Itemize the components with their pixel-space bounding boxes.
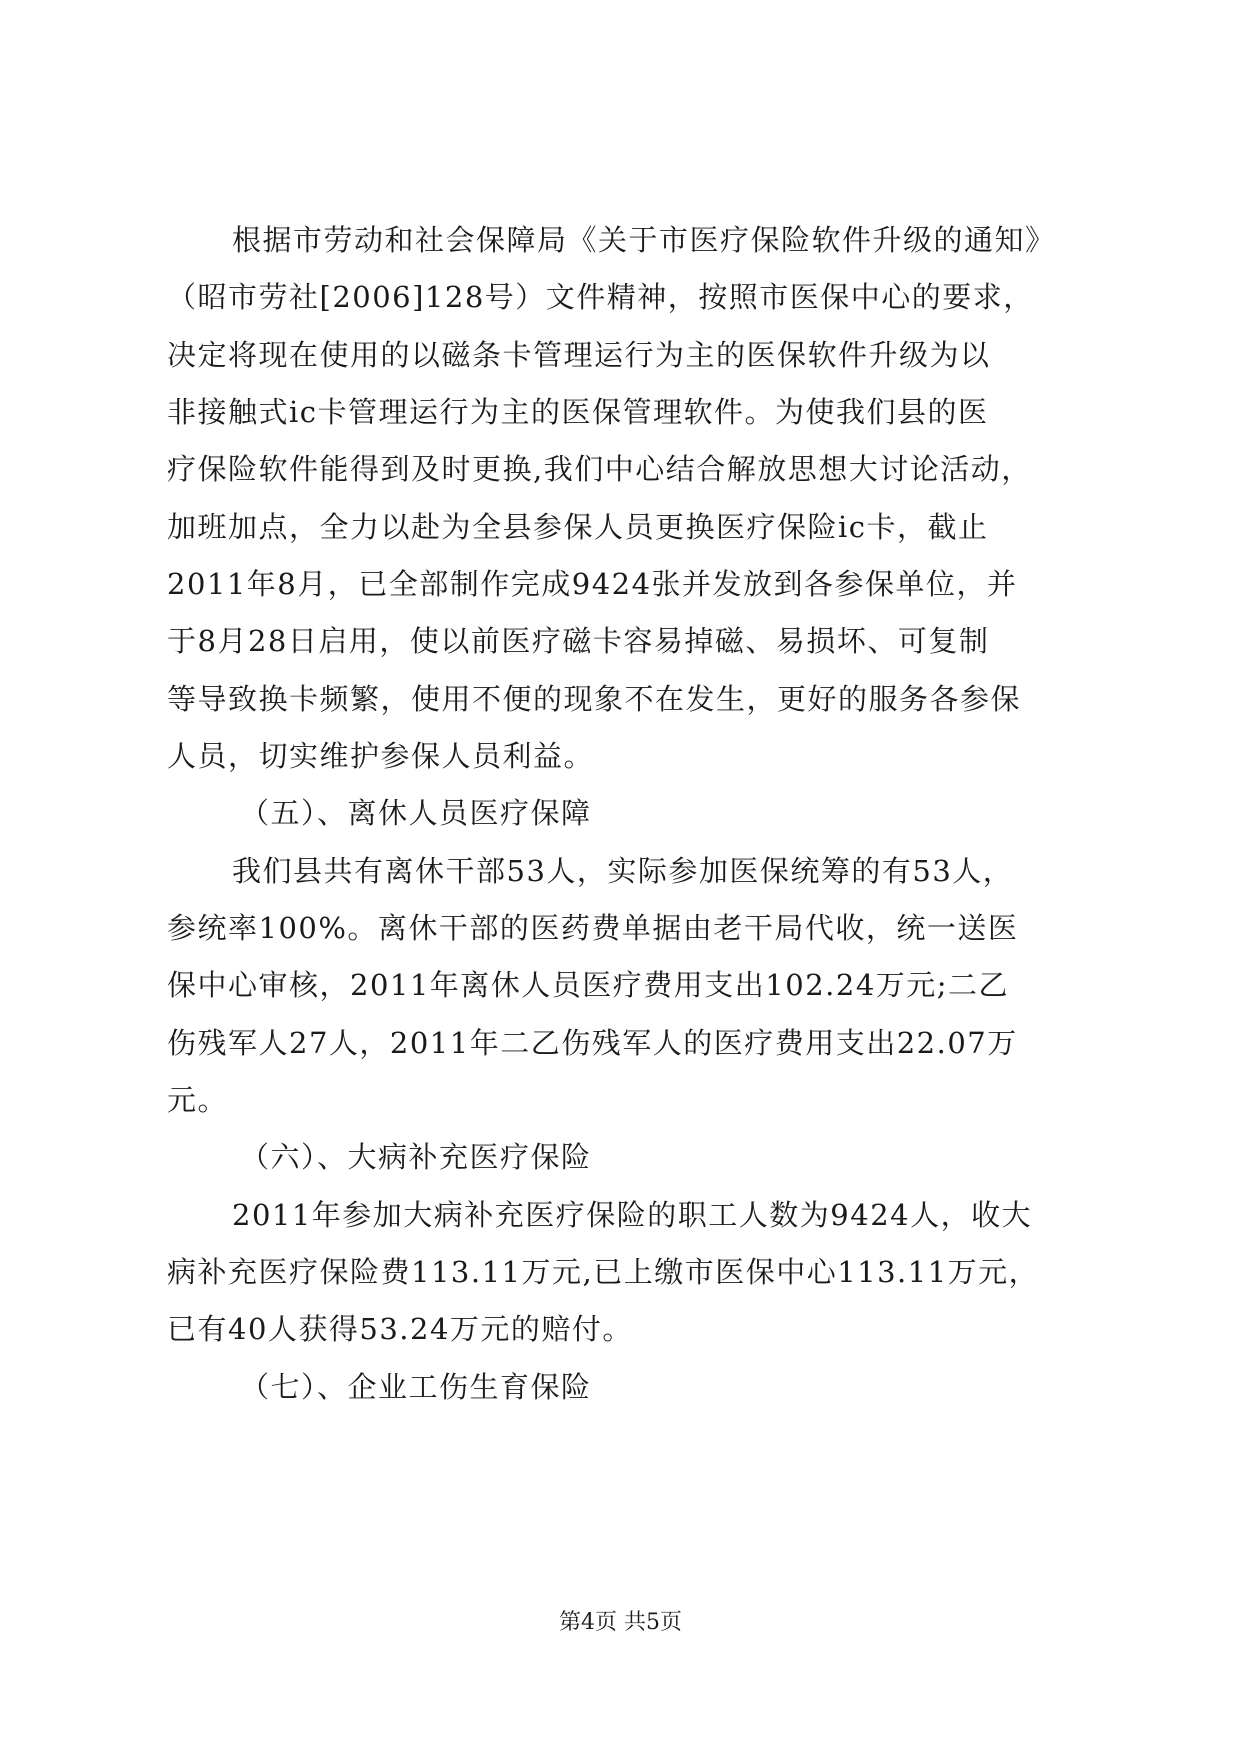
paragraph-line: 疗保险软件能得到及时更换,我们中心结合解放思想大讨论活动， [167,452,1032,486]
paragraph-line: （昭市劳社[2006]128号）文件精神，按照市医保中心的要求， [167,280,1034,314]
paragraph-line: 我们县共有离休干部53人，实际参加医保统筹的有53人， [232,854,1014,888]
section-heading: （六）、大病补充医疗保险 [240,1140,592,1174]
paragraph-line: 2011年8月，已全部制作完成9424张并发放到各参保单位，并 [167,567,1018,601]
section-heading: （五）、离休人员医疗保障 [240,796,592,830]
paragraph-line: 参统率100%。离休干部的医药费单据由老干局代收，统一送医 [167,911,1019,945]
paragraph-line: 非接触式ic卡管理运行为主的医保管理软件。为使我们县的医 [167,395,989,429]
paragraph-line: 人员，切实维护参保人员利益。 [167,739,595,773]
paragraph-line: 伤残军人27人，2011年二乙伤残军人的医疗费用支出22.07万 [167,1026,1018,1060]
paragraph-line: 病补充医疗保险费113.11万元,已上缴市医保中心113.11万元， [167,1255,1040,1289]
paragraph-line: 根据市劳动和社会保障局《关于市医疗保险软件升级的通知》 [232,223,1056,257]
paragraph-line: 已有40人获得53.24万元的赔付。 [167,1312,633,1346]
page-number-footer: 第4页 共5页 [559,1610,682,1635]
paragraph-line: 加班加点，全力以赴为全县参保人员更换医疗保险ic卡，截止 [167,510,989,544]
paragraph-line: 决定将现在使用的以磁条卡管理运行为主的医保软件升级为以 [167,338,991,372]
paragraph-line: 元。 [167,1083,229,1117]
paragraph-line: 等导致换卡频繁，使用不便的现象不在发生，更好的服务各参保 [167,682,1022,716]
paragraph-line: 于8月28日启用，使以前医疗磁卡容易掉磁、易损坏、可复制 [167,624,990,658]
paragraph-line: 保中心审核，2011年离休人员医疗费用支出102.24万元;二乙 [167,968,1010,1002]
paragraph-line: 2011年参加大病补充医疗保险的职工人数为9424人，收大 [232,1198,1033,1232]
section-heading: （七）、企业工伤生育保险 [240,1370,592,1404]
